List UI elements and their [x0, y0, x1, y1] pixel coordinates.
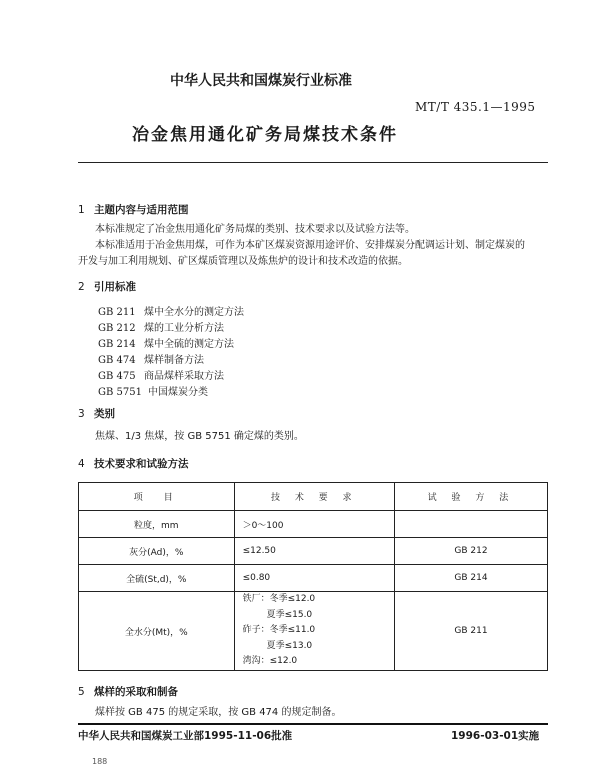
cell-method: GB 211: [394, 592, 547, 671]
water-line: 铁厂：冬季≤12.0: [242, 594, 316, 605]
technical-requirements-table: [78, 482, 548, 671]
table-header-row: [79, 483, 548, 511]
table-row: [79, 565, 548, 592]
section-2-heading: [78, 279, 136, 294]
issuing-organization: 中华人民共和国煤炭行业标准: [170, 73, 352, 89]
section-number: 4: [78, 458, 85, 470]
section-number: 2: [78, 281, 85, 293]
section-1-paragraph-2-line-1: 本标准适用于冶金焦用煤，可作为本矿区煤炭资源用途评价、安排煤炭分配调运计划、制定煤炭的: [95, 240, 525, 251]
reference-name: 煤中全硫的测定方法: [144, 339, 234, 350]
water-line: 湾沟：≤12.0: [242, 656, 298, 667]
cell-item: 灰分(Ad)，%: [79, 538, 235, 565]
section-3-heading: [78, 406, 115, 421]
reference-code: GB 212: [98, 323, 136, 334]
section-number: 1: [78, 204, 85, 216]
section-1-paragraph-1: 本标准规定了冶金焦用通化矿务局煤的类别、技术要求以及试验方法等。: [95, 224, 415, 235]
cell-item: 全水分(Mt)，%: [79, 592, 235, 671]
reference-name: 煤的工业分析方法: [144, 323, 224, 334]
table-row: [79, 511, 548, 538]
reference-item: [98, 303, 244, 318]
reference-code: GB 5751: [98, 387, 142, 398]
document-title: 冶金焦用通化矿务局煤技术条件: [132, 125, 398, 145]
cell-item: 粒度，mm: [79, 511, 235, 538]
reference-name: 煤样制备方法: [144, 355, 204, 366]
reference-item: [98, 319, 224, 334]
cell-method: GB 212: [394, 538, 547, 565]
water-line: 夏季≤13.0: [266, 640, 313, 651]
section-title: 主题内容与适用范围: [94, 204, 189, 216]
section-title: 煤样的采取和制备: [94, 686, 178, 698]
cell-requirement: ≤0.80: [234, 565, 394, 592]
section-1-paragraph-2-line-2: 开发与加工利用规划、矿区煤质管理以及炼焦炉的设计和技术改造的依据。: [78, 256, 408, 267]
cell-method: GB 214: [394, 565, 547, 592]
water-line: 夏季≤15.0: [266, 609, 313, 620]
reference-code: GB 475: [98, 371, 136, 382]
cell-requirement: ＞0～100: [234, 511, 394, 538]
footer-divider: [78, 723, 548, 725]
cell-requirement: ≤12.50: [234, 538, 394, 565]
section-5-paragraph: 煤样按 GB 475 的规定采取，按 GB 474 的规定制备。: [95, 707, 342, 718]
header-test-method: 试 验 方 法: [394, 483, 547, 511]
implementation-date: 1996-03-01实施: [451, 730, 540, 742]
section-4-heading: [78, 456, 189, 471]
header-requirement: 技 术 要 求: [234, 483, 394, 511]
reference-code: GB 214: [98, 339, 136, 350]
water-line: 砟子：冬季≤11.0: [242, 625, 316, 636]
table-row: [79, 538, 548, 565]
section-number: 5: [78, 686, 85, 698]
table-row-water: [79, 592, 548, 671]
reference-name: 商品煤样采取方法: [144, 371, 224, 382]
cell-requirement-water: [234, 592, 394, 671]
approval-line: 中华人民共和国煤炭工业部1995-11-06批准: [78, 730, 293, 742]
section-1-heading: [78, 202, 189, 217]
section-title: 类别: [94, 408, 115, 420]
section-title: 技术要求和试验方法: [94, 458, 189, 470]
header-divider: [78, 162, 548, 163]
reference-item: [98, 367, 224, 382]
section-number: 3: [78, 408, 85, 420]
reference-item: [98, 351, 204, 366]
reference-code: GB 211: [98, 307, 136, 318]
section-3-paragraph: 焦煤、1/3 焦煤，按 GB 5751 确定煤的类别。: [95, 431, 304, 442]
cell-method: [394, 511, 547, 538]
reference-code: GB 474: [98, 355, 136, 366]
standard-code: MT/T 435.1—1995: [415, 100, 536, 114]
reference-name: 煤中全水分的测定方法: [144, 307, 244, 318]
header-item: 项 目: [79, 483, 235, 511]
section-title: 引用标准: [94, 281, 136, 293]
cell-item: 全硫(St,d)，%: [79, 565, 235, 592]
reference-name: 中国煤炭分类: [148, 387, 208, 398]
section-5-heading: [78, 684, 178, 699]
reference-item: [98, 335, 234, 350]
reference-item: [98, 383, 208, 398]
page-number: 188: [92, 757, 108, 766]
